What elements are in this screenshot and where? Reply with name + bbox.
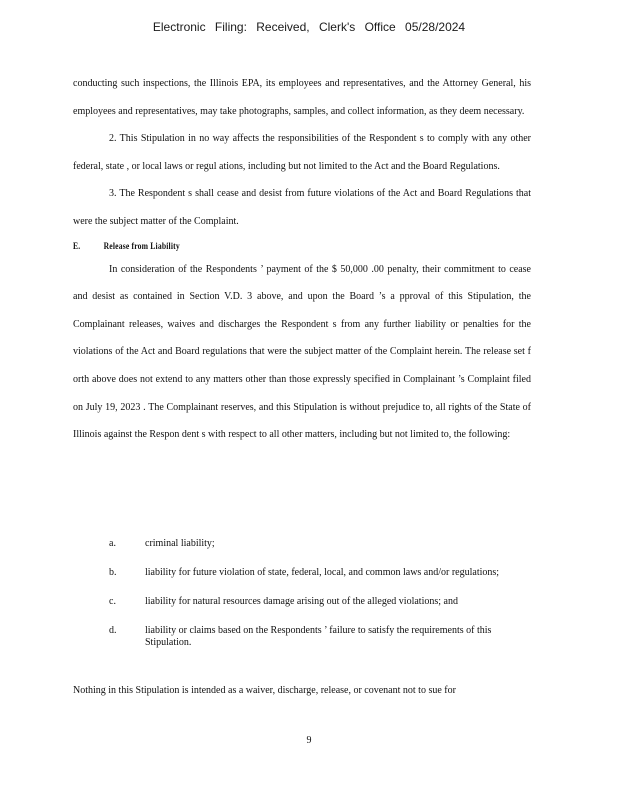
list-item-text: liability for future violation of state, federal, local, and common laws and/or regulations; xyxy=(145,567,500,578)
list-item xyxy=(109,596,531,608)
section-heading xyxy=(73,236,462,256)
section-number: E. xyxy=(73,240,81,251)
list-item-text: criminal liability; xyxy=(145,538,215,549)
list-item xyxy=(109,625,531,649)
closing-line: Nothing in this Stipulation is intended as a waiver, discharge, release, or covenant not to sue for xyxy=(73,685,456,696)
paragraph-3: 3. The Respondent s shall cease and desist from future violations of the Act and Board Regulations that were the subject matter of the Complaint. xyxy=(73,188,531,227)
list-item-text: liability or claims based on the Respondents ’ failure to satisfy the requirements of this Stipulation. xyxy=(145,625,492,648)
list-marker: b. xyxy=(109,567,117,578)
list-item xyxy=(109,538,531,550)
list-marker: d. xyxy=(109,625,117,636)
section-title: Release from Liability xyxy=(103,240,180,251)
release-paragraph: In consideration of the Respondents ’ payment of the $ 50,000 .00 penalty, their commitment to cease and desist as contained in Section V.D. 3 above, and upon the Board ’s a pproval of this Stipulation, the Complainant releases, waives and discharges the Respondent s from any further liability or penalties for the violations of the Act and Board regulations that were the subject matter of the Complaint herein. The release set f orth above does not extend to any matters other than those expressly specified in Complainant ’s Complaint filed on July 19, 2023 . The Complainant reserves, and this Stipulation is without prejudice to, all rights of the State of Illinois against the Respon dent s with respect to all other matters, including but not limited to, the following: xyxy=(73,263,531,441)
paragraph-2: 2. This Stipulation in no way affects the responsibilities of the Respondent s to comply with any other federal, state , or local laws or regul ations, including but not limited to the Act and the Board Regulations. xyxy=(73,133,531,172)
paragraph-continuation: conducting such inspections, the Illinois EPA, its employees and representatives, and the Attorney General, his employees and representatives, may take photographs, samples, and collect information, as they deem necessary. xyxy=(73,78,531,117)
list-marker: c. xyxy=(109,596,116,607)
list-marker: a. xyxy=(109,538,116,549)
page-number: 9 xyxy=(306,735,312,746)
filing-stamp-header: Electronic Filing: Received, Clerk's Office 05/28/2024 xyxy=(152,20,466,34)
list-item-text: liability for natural resources damage arising out of the alleged violations; and xyxy=(145,596,458,607)
exclusion-list xyxy=(109,538,531,666)
list-item xyxy=(109,567,531,579)
document-body xyxy=(73,70,531,449)
